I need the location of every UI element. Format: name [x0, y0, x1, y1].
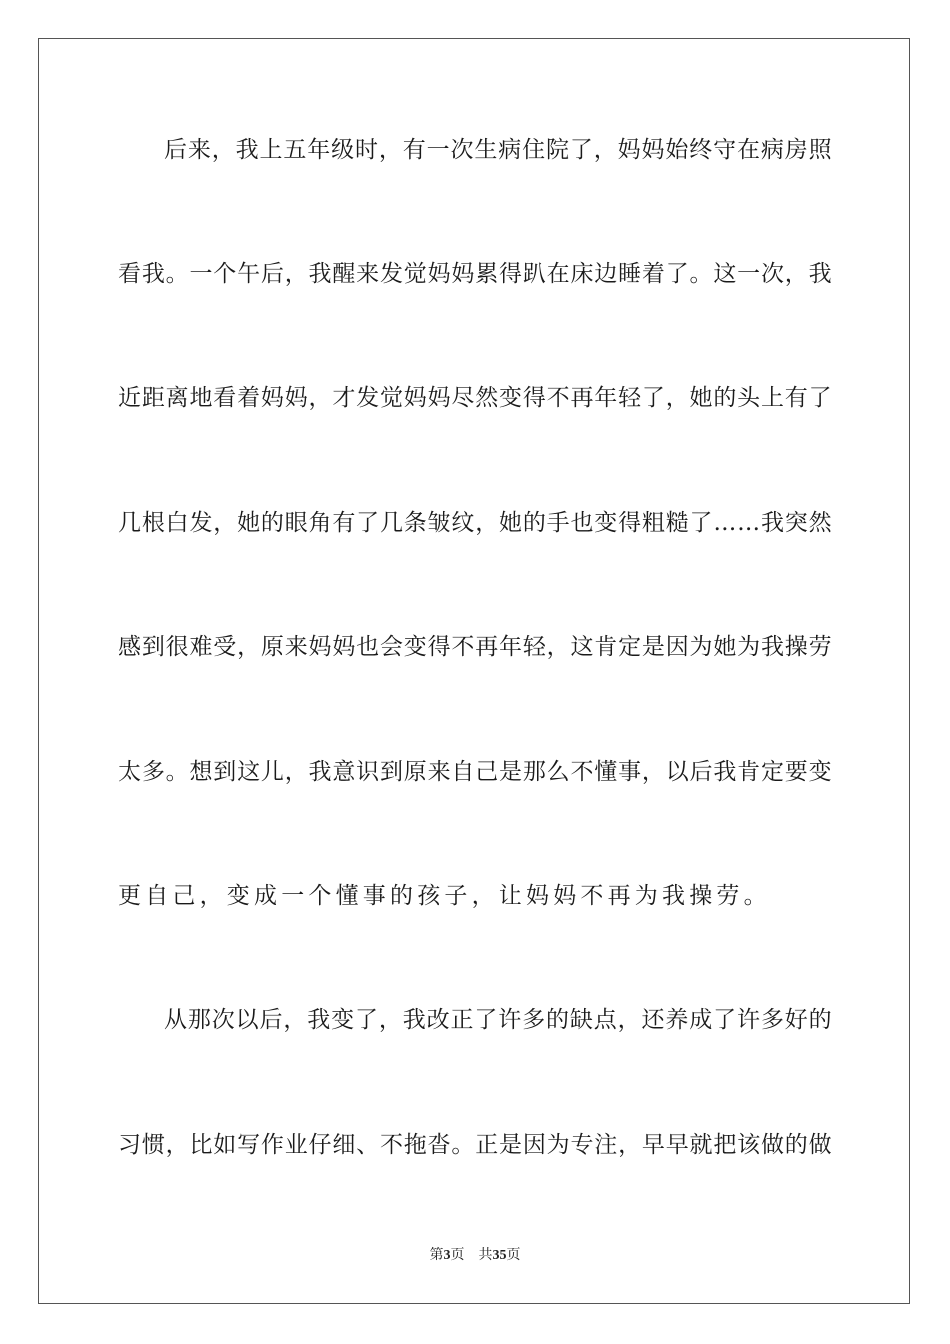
- paragraph-line-1: 后 来 ， 我 上 五 年 级 时 ， 有 一 次 生 病 住 院 了 ， 妈 妈 始 终 守 在 病 房 照: [164, 137, 832, 163]
- page-footer: [0, 1245, 950, 1266]
- paragraph-line-9: 习 惯 ， 比 如 写 作 业 仔 细 、 不 拖 沓 。 正 是 因 为 专 注 ， 早 早 就 把 该 做 的 做: [118, 1132, 832, 1158]
- paragraph-line-7: 更自己，变成一个懂事的孩子，让妈妈不再为我操劳。: [118, 883, 771, 909]
- paragraph-line-2: 看 我 。 一 个 午 后 ， 我 醒 来 发 觉 妈 妈 累 得 趴 在 床 边 睡 着 了 。 这 一 次 ， 我: [118, 261, 832, 287]
- total-prefix: 共: [478, 1247, 493, 1263]
- paragraph-line-6: 太 多 。 想 到 这 儿 ， 我 意 识 到 原 来 自 己 是 那 么 不 懂 事 ， 以 后 我 肯 定 要 变: [118, 759, 832, 785]
- page-number: 3: [443, 1248, 451, 1263]
- paragraph-line-4: 几 根 白 发 ， 她 的 眼 角 有 了 几 条 皱 纹 ， 她 的 手 也 变 得 粗 糙 了 … … 我 突 然: [118, 510, 832, 536]
- total-pages: 35: [492, 1248, 507, 1263]
- paragraph-line-5: 感 到 很 难 受 ， 原 来 妈 妈 也 会 变 得 不 再 年 轻 ， 这 肯 定 是 因 为 她 为 我 操 劳: [118, 634, 832, 660]
- page-border: [38, 38, 910, 1304]
- page-suffix: 页: [450, 1247, 465, 1263]
- total-suffix: 页: [506, 1247, 521, 1263]
- page-prefix: 第: [429, 1247, 444, 1263]
- paragraph-line-3: 近 距 离 地 看 着 妈 妈 ， 才 发 觉 妈 妈 尽 然 变 得 不 再 年 轻 了 ， 她 的 头 上 有 了: [118, 385, 832, 411]
- paragraph-line-8: 从 那 次 以 后 ， 我 变 了 ， 我 改 正 了 许 多 的 缺 点 ， 还 养 成 了 许 多 好 的: [164, 1007, 832, 1033]
